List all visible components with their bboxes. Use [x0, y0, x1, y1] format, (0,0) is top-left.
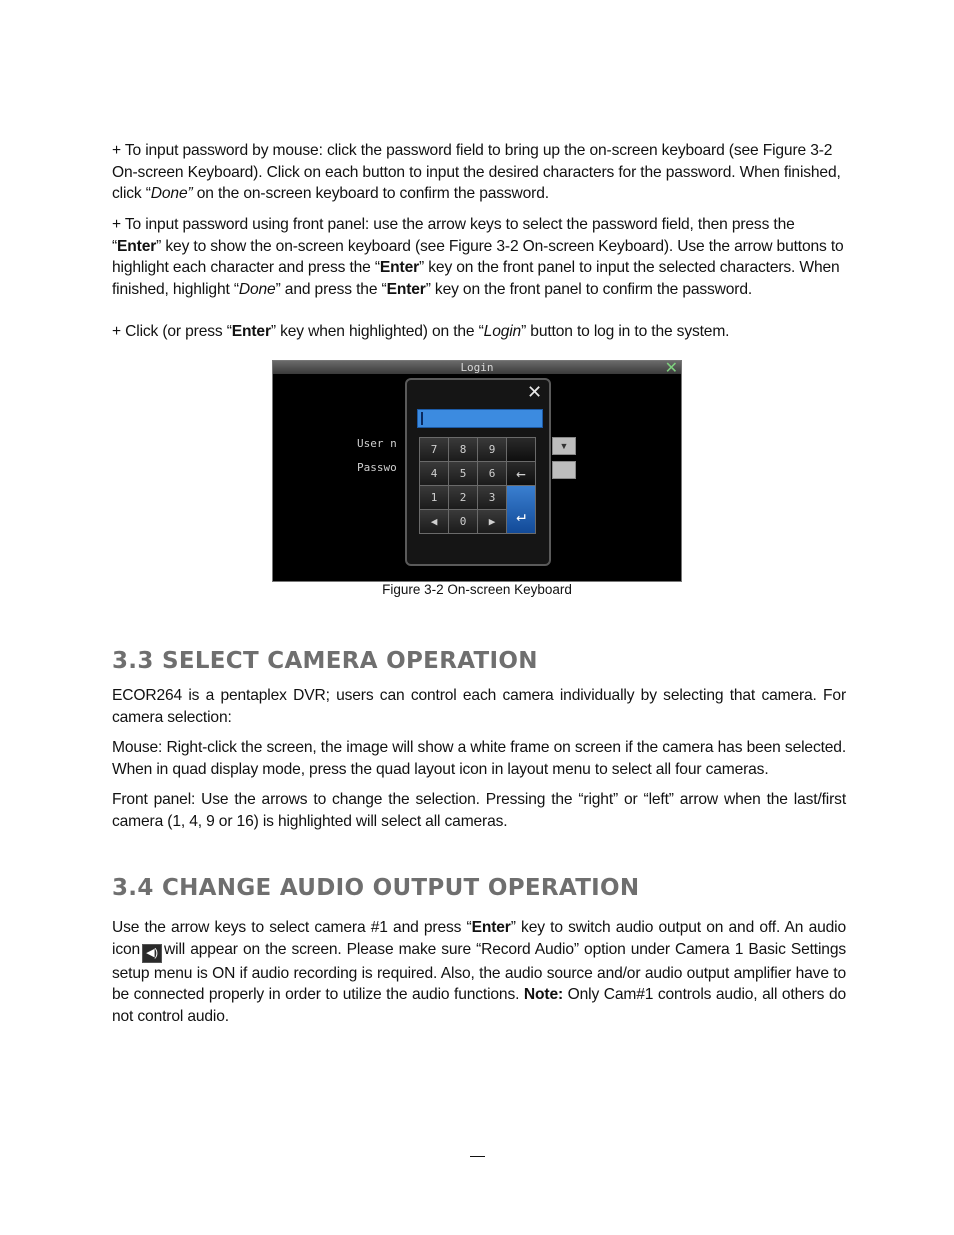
- key-1[interactable]: 1: [419, 485, 449, 510]
- intro-paragraph-mouse: [112, 140, 846, 205]
- onscreen-keyboard-figure: [272, 360, 682, 582]
- key-0[interactable]: 0: [448, 509, 478, 534]
- emphasis-enter: Enter: [379, 259, 420, 276]
- audio-icon: ◀): [142, 944, 162, 963]
- emphasis-login: Login: [483, 323, 522, 340]
- text: ” key to show the on-screen keyboard (see Figure 3-2 On-screen Keyboard). Use the arrow buttons to highlight each character and press the “: [112, 237, 844, 276]
- figure-caption: Figure 3-2 On-screen Keyboard: [382, 582, 572, 597]
- text: will appear on the screen. Please make sure “Record Audio” option under Camera 1 Basic Settings setup menu is ON if audio recording is required. Also, the audio source and/or audio output amplifier have to be connected properly in order to utilize the audio functions.: [112, 940, 846, 1003]
- text: + To input password using front panel: use the arrow keys to select the password field, then press the “: [112, 216, 795, 255]
- text: ” key to switch audio output on and off. An audio icon: [112, 919, 847, 958]
- section-3-3-paragraph-mouse: Mouse: Right-click the screen, the image will show a white frame on screen if the camera has been selected. When in quad display mode, press the quad layout icon in layout menu to select all four cameras.: [112, 739, 846, 778]
- key-7[interactable]: 7: [419, 437, 449, 462]
- key-9[interactable]: 9: [477, 437, 507, 462]
- emphasis-done: Done: [238, 280, 276, 298]
- text: Use the arrow keys to select camera #1 and press “: [112, 919, 472, 936]
- text: ” and press the “: [275, 280, 387, 298]
- key-5[interactable]: 5: [448, 461, 478, 486]
- close-icon[interactable]: ✕: [664, 360, 678, 377]
- chevron-down-icon: ▼: [559, 441, 569, 451]
- arrow-left-icon[interactable]: ◀: [419, 509, 449, 534]
- text: ” key when highlighted) on the “: [270, 323, 484, 340]
- section-3-4-paragraph: [112, 917, 846, 1027]
- user-dropdown[interactable]: [552, 437, 576, 455]
- password-label: Passwo: [357, 461, 397, 474]
- emphasis-done: Done”: [150, 185, 193, 202]
- key-8[interactable]: 8: [448, 437, 478, 462]
- arrow-right-icon[interactable]: ▶: [477, 509, 507, 534]
- text: + Click (or press “: [112, 323, 232, 340]
- emphasis-note: Note:: [523, 986, 564, 1003]
- key-4[interactable]: 4: [419, 461, 449, 486]
- text: + To input password by mouse: click the password field to bring up the on-screen keyboard (see Figure 3-2 On-screen Keyboard). Click on each button to input the desired characters for the password. When finished, click “: [112, 142, 841, 202]
- text-cursor: [421, 412, 423, 425]
- login-window-titlebar: [273, 360, 681, 377]
- key-blank: [506, 437, 536, 462]
- section-heading-3-3: 3.3 SELECT CAMERA OPERATION: [112, 648, 538, 674]
- backspace-icon[interactable]: ←: [506, 461, 536, 486]
- section-heading-3-4: 3.4 CHANGE AUDIO OUTPUT OPERATION: [112, 875, 640, 901]
- intro-paragraph-login: [112, 321, 846, 343]
- emphasis-enter: Enter: [117, 237, 157, 255]
- password-field[interactable]: [552, 461, 576, 479]
- key-3[interactable]: 3: [477, 485, 507, 510]
- page-number-rule: [470, 1156, 485, 1157]
- keyboard-close-icon[interactable]: ✕: [527, 382, 543, 403]
- key-2[interactable]: 2: [448, 485, 478, 510]
- key-6[interactable]: 6: [477, 461, 507, 486]
- enter-icon[interactable]: ↵: [506, 485, 536, 534]
- user-name-label: User n: [357, 437, 397, 450]
- text: ” button to log in to the system.: [521, 323, 730, 340]
- keyboard-input-field[interactable]: [417, 409, 543, 428]
- emphasis-enter: Enter: [231, 323, 271, 340]
- emphasis-enter: Enter: [386, 280, 426, 298]
- intro-paragraph-front-panel: [112, 214, 846, 300]
- emphasis-enter: Enter: [471, 919, 511, 936]
- text: ” key on the front panel to confirm the password.: [425, 280, 753, 298]
- section-3-3-paragraph-1: ECOR264 is a pentaplex DVR; users can control each camera individually by selecting that camera. For camera selection:: [112, 687, 846, 726]
- text: Only Cam#1 controls audio, all others do not control audio.: [112, 986, 846, 1025]
- text: ” key on the front panel to input the selected characters. When finished, highlight “: [112, 259, 840, 298]
- login-window-title: Login: [460, 361, 494, 374]
- text: on the on-screen keyboard to confirm the password.: [192, 185, 549, 202]
- onscreen-keyboard: [405, 378, 551, 566]
- section-3-3-paragraph-front-panel: Front panel: Use the arrows to change the selection. Pressing the “right” or “left” arrow when the last/first camera (1, 4, 9 or 16) is highlighted will select all cameras.: [112, 791, 846, 830]
